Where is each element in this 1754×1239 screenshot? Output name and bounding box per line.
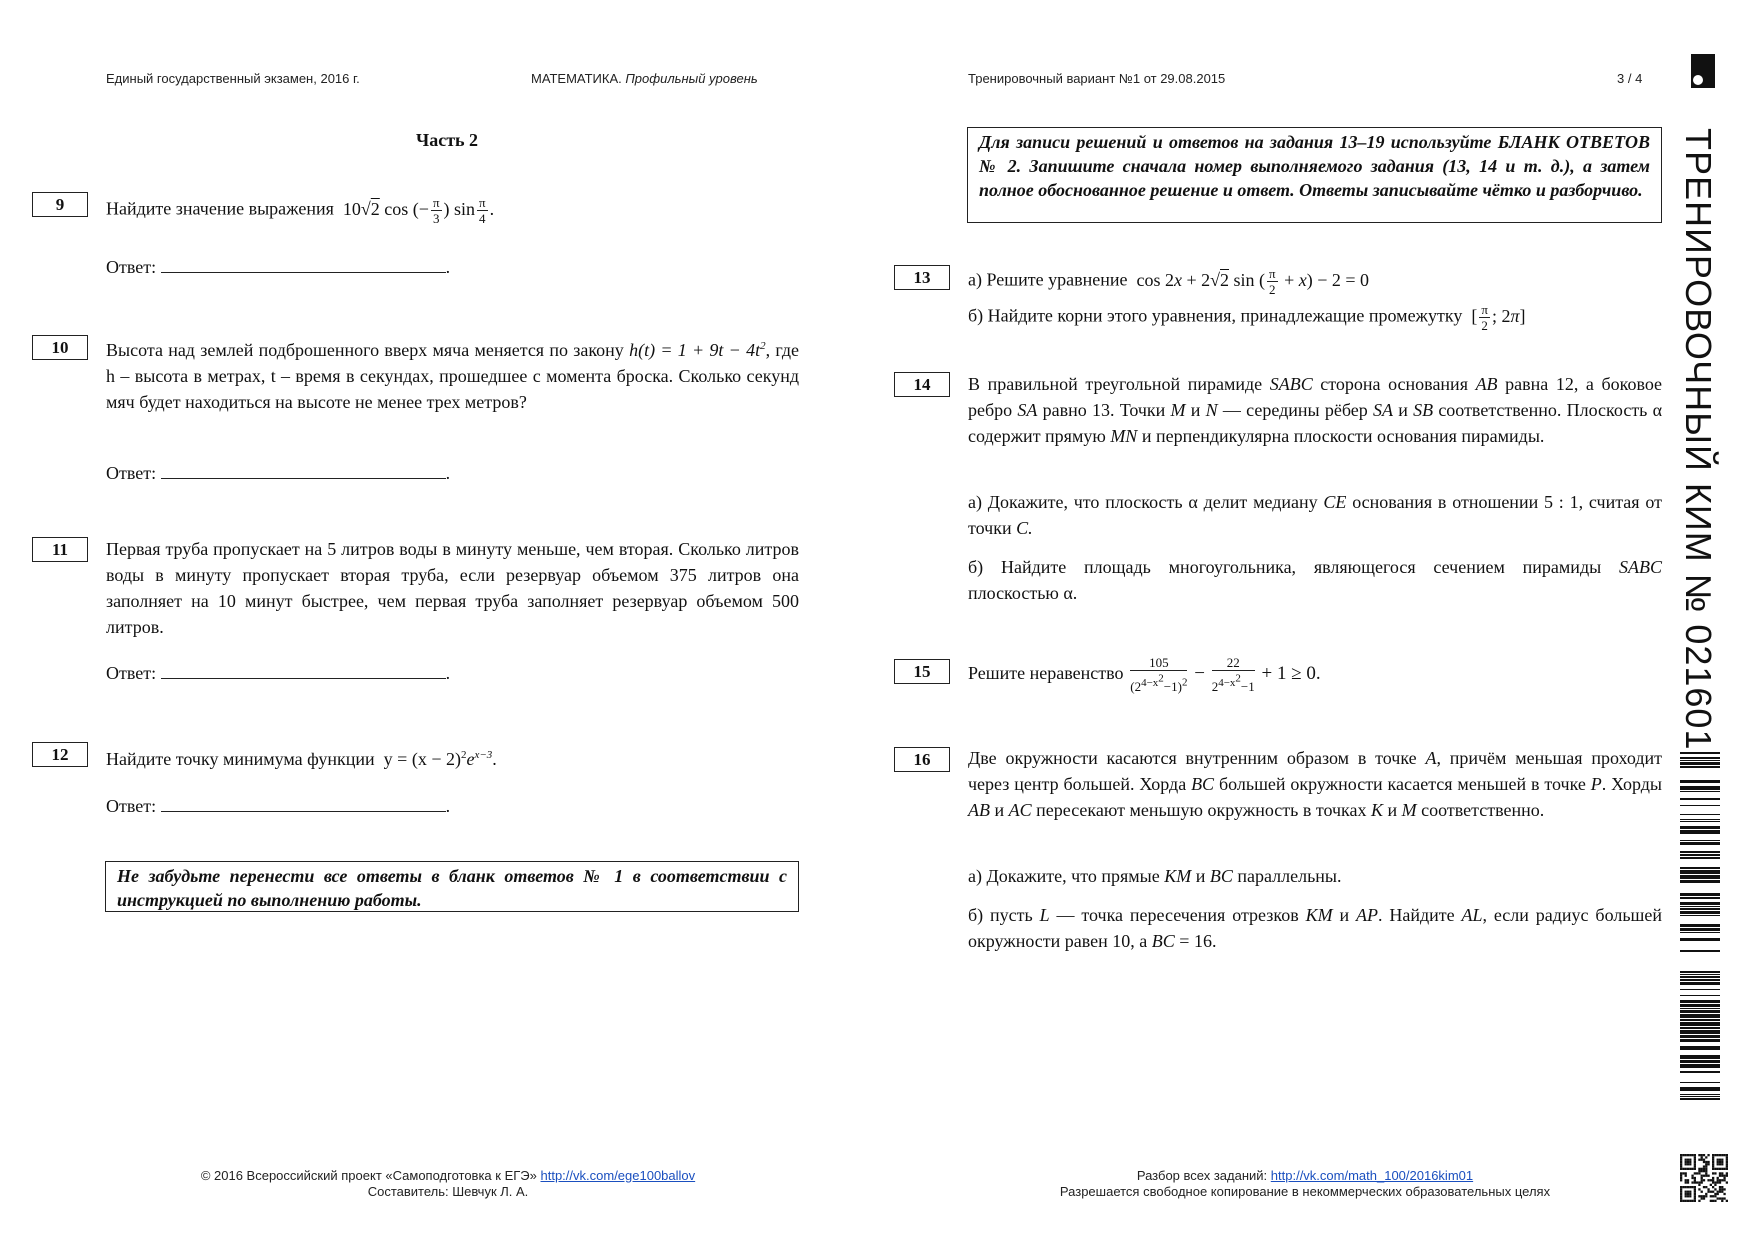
answer-line[interactable] [161, 460, 446, 479]
sym-bc: BC [1151, 931, 1175, 951]
header-level: Профильный уровень [625, 71, 758, 86]
t16-b4: . Найдите [1377, 905, 1455, 925]
sym-ab: AB [1475, 374, 1498, 394]
t16-p1g: и [1387, 800, 1398, 820]
t16-p1c: большей окружности касается меньшей в точке [1218, 774, 1586, 794]
vertical-title-text: ТРЕНИРОВОЧНЫЙ КИМ № 021601 [1678, 128, 1719, 751]
task-9-formula: 10√2 cos (− $\frac{\pi}{3}$ ) sin $\frac{\pi}{4}$ . [338, 195, 495, 226]
task-11-text: Первая труба пропускает на 5 литров воды в минуту меньше, чем вторая. Сколько литров воды в минуту пропускает вторая труба, если резервуар объемом 375 литров она заполняет на 10 минут быстрее, чем первая труба заполняет резервуар объемом 500 литров. [106, 539, 799, 637]
answer-line[interactable] [161, 660, 446, 679]
answer-label: Ответ: [106, 663, 157, 683]
sym-km: KM [1164, 866, 1192, 886]
t14-b2: плоскостью α. [968, 583, 1078, 603]
t14-p1a: В правильной треугольной пирамиде [968, 374, 1263, 394]
sym-p: P [1590, 774, 1602, 794]
header-exam: Единый государственный экзамен, 2016 г. [106, 71, 360, 86]
task-14-text [968, 371, 1662, 449]
task-9-answer: Ответ: . [106, 254, 450, 278]
task-13-interval: [ $\frac{\pi}{2}$ ; 2π] [1466, 302, 1526, 333]
t14-p1i: и перпендикулярна плоскости основания пирамиды. [1141, 426, 1545, 446]
header-page: 3 / 4 [1617, 71, 1643, 86]
t16-p1d: . Хорды [1601, 774, 1663, 794]
task-16-number: 16 [894, 747, 950, 772]
sym-a: A [1425, 748, 1437, 768]
t16-p1a: Две окружности касаются внутренним образом в точке [968, 748, 1417, 768]
task-16-text [968, 745, 1662, 823]
footer-left [168, 1168, 728, 1200]
task-14-a [968, 489, 1662, 541]
sym-ap: AP [1355, 905, 1378, 925]
instructions-box: Для записи решений и ответов на задания 13–19 используйте БЛАНК ОТВЕТОВ № 2. Запишите сначала номер выполняемого задания (13, 14 и т. д.), а затем полное обоснованное решение и ответ. Ответы записывайте чётко и разборчиво. [967, 127, 1662, 223]
footer-right [1000, 1168, 1610, 1200]
barcode-icon [1680, 752, 1720, 1100]
footer-copyright: © 2016 Всероссийский проект «Самоподготовка к ЕГЭ» [200, 1168, 537, 1183]
t14-p1c: равна 12, а боковое ребро [968, 374, 1663, 420]
t16-p1e: и [994, 800, 1005, 820]
sym-k: K [1371, 800, 1384, 820]
task-15-inequality: $\frac{105}{(2^{4-x^2}-1)^2}$ − $\frac{22}{2^{4-x^2}-1}$ + 1 ≥ 0. [1130, 655, 1321, 695]
answer-label: Ответ: [106, 463, 157, 483]
t14-p1e: и [1190, 400, 1201, 420]
answer-label: Ответ: [106, 796, 157, 816]
task-10-answer: Ответ: . [106, 460, 450, 484]
t14-a2: основания в отношении 5 : 1, считая от точки [968, 492, 1662, 538]
t14-a1: а) Докажите, что плоскость α делит медиану [968, 492, 1318, 512]
task-14-number: 14 [894, 372, 950, 397]
footer-author: Составитель: Шевчук Л. А. [367, 1184, 529, 1199]
task-12-prompt: Найдите точку минимума функции [106, 749, 375, 769]
sym-bc: BC [1209, 866, 1233, 886]
sym-sa: SA [1017, 400, 1038, 420]
t16-a2: и [1195, 866, 1206, 886]
task-15-number: 15 [894, 659, 950, 684]
task-15-text [968, 653, 1321, 694]
task-12-number: 12 [32, 742, 88, 767]
footer-left-link[interactable]: http://vk.com/ege100ballov [540, 1168, 696, 1183]
t16-b1: б) пусть [968, 905, 1033, 925]
task-12-formula: $y = (x - 2)^2e^{x-3}$. [379, 749, 497, 769]
answer-label: Ответ: [106, 257, 157, 277]
t16-b3: и [1339, 905, 1350, 925]
t14-b1: б) Найдите площадь многоугольника, являющегося сечением пирамиды [968, 557, 1602, 577]
footer-analysis: Разбор всех заданий: [1136, 1168, 1268, 1183]
header-subject-name: МАТЕМАТИКА. [531, 71, 622, 86]
sym-n: N [1205, 400, 1218, 420]
task-13-equation: cos 2x + 2√2 sin ( $\frac{\pi}{2}$ + x) − 2 = 0 [1131, 266, 1370, 297]
t14-p1f: — середины рёбер [1222, 400, 1368, 420]
sym-ab: AB [968, 800, 990, 820]
task-11-answer: Ответ: . [106, 660, 450, 684]
sym-sa: SA [1372, 400, 1393, 420]
task-13-number: 13 [894, 265, 950, 290]
t14-p1d: равно 13. Точки [1042, 400, 1166, 420]
sym-sabc: SABC [1269, 374, 1313, 394]
sym-al: AL [1461, 905, 1483, 925]
task-12-answer: Ответ: . [106, 793, 450, 817]
task-11-number: 11 [32, 537, 88, 562]
task-9-prompt: Найдите значение выражения [106, 198, 334, 219]
task-9-number: 9 [32, 192, 88, 217]
answer-line[interactable] [161, 793, 446, 812]
t16-b5: , если радиус большей окружности равен 10, а [968, 905, 1663, 951]
task-10-text-b: , где h – высота в метрах, t – время в секундах, прошедшее с момента броска. Сколько секунд мяч будет находиться на высоте не менее трех метров? [106, 340, 799, 412]
header-subject [531, 71, 758, 86]
t16-p1b: , причём меньшая проходит через центр большей. Хорда [968, 748, 1663, 794]
sym-ce: CE [1323, 492, 1347, 512]
t16-b2: — точка пересечения отрезков [1056, 905, 1299, 925]
sym-bc: BC [1191, 774, 1215, 794]
corner-mark-icon [1691, 54, 1715, 88]
sym-m: M [1401, 800, 1417, 820]
t16-a1: а) Докажите, что прямые [968, 866, 1160, 886]
vertical-title [1678, 128, 1719, 751]
task-13-b-text: б) Найдите корни этого уравнения, принадлежащие промежутку [968, 305, 1463, 326]
sym-ac: AC [1008, 800, 1032, 820]
sym-sb: SB [1413, 400, 1434, 420]
footer-right-link[interactable]: http://vk.com/math_100/2016kim01 [1270, 1168, 1474, 1183]
sym-km: KM [1305, 905, 1333, 925]
task-9-text [106, 195, 494, 226]
sym-l: L [1039, 905, 1050, 925]
t16-b6: = 16. [1179, 931, 1217, 951]
sym-c: C. [1016, 518, 1033, 538]
t14-p1g: и [1398, 400, 1408, 420]
task-13-a [968, 266, 1369, 297]
task-13-a-text: а) Решите уравнение [968, 269, 1128, 290]
t16-a3: параллельны. [1237, 866, 1342, 886]
t16-p1f: пересекают меньшую окружность в точках [1036, 800, 1367, 820]
t14-p1b: сторона основания [1320, 374, 1468, 394]
sym-mn: MN [1110, 426, 1138, 446]
task-15-prompt: Решите неравенство [968, 663, 1124, 683]
t14-p1h: соответственно. Плоскость α содержит прямую [968, 400, 1663, 446]
task-10-text [106, 333, 799, 415]
task-13-b [968, 302, 1525, 333]
part-title: Часть 2 [416, 130, 479, 150]
task-12-text [106, 742, 497, 772]
qr-code-icon [1680, 1154, 1728, 1202]
t16-p1h: соответственно. [1421, 800, 1545, 820]
task-14-b [968, 554, 1662, 606]
task-10-number: 10 [32, 335, 88, 360]
answer-line[interactable] [161, 254, 446, 273]
reminder-box: Не забудьте перенести все ответы в бланк ответов № 1 в соответствии с инструкцией по выполнению работы. [105, 861, 799, 912]
task-10-formula: $h(t) = 1 + 9t - 4t^2$ [629, 340, 766, 360]
sym-m: M [1170, 400, 1186, 420]
task-16-b [968, 902, 1662, 954]
footer-note: Разрешается свободное копирование в некоммерческих образовательных целях [1059, 1184, 1551, 1199]
sym-sabc: SABC [1619, 557, 1663, 577]
task-16-a [968, 863, 1662, 889]
header-variant: Тренировочный вариант №1 от 29.08.2015 [968, 71, 1226, 86]
task-10-text-a: Высота над землей подброшенного вверх мяча меняется по закону [106, 340, 624, 360]
